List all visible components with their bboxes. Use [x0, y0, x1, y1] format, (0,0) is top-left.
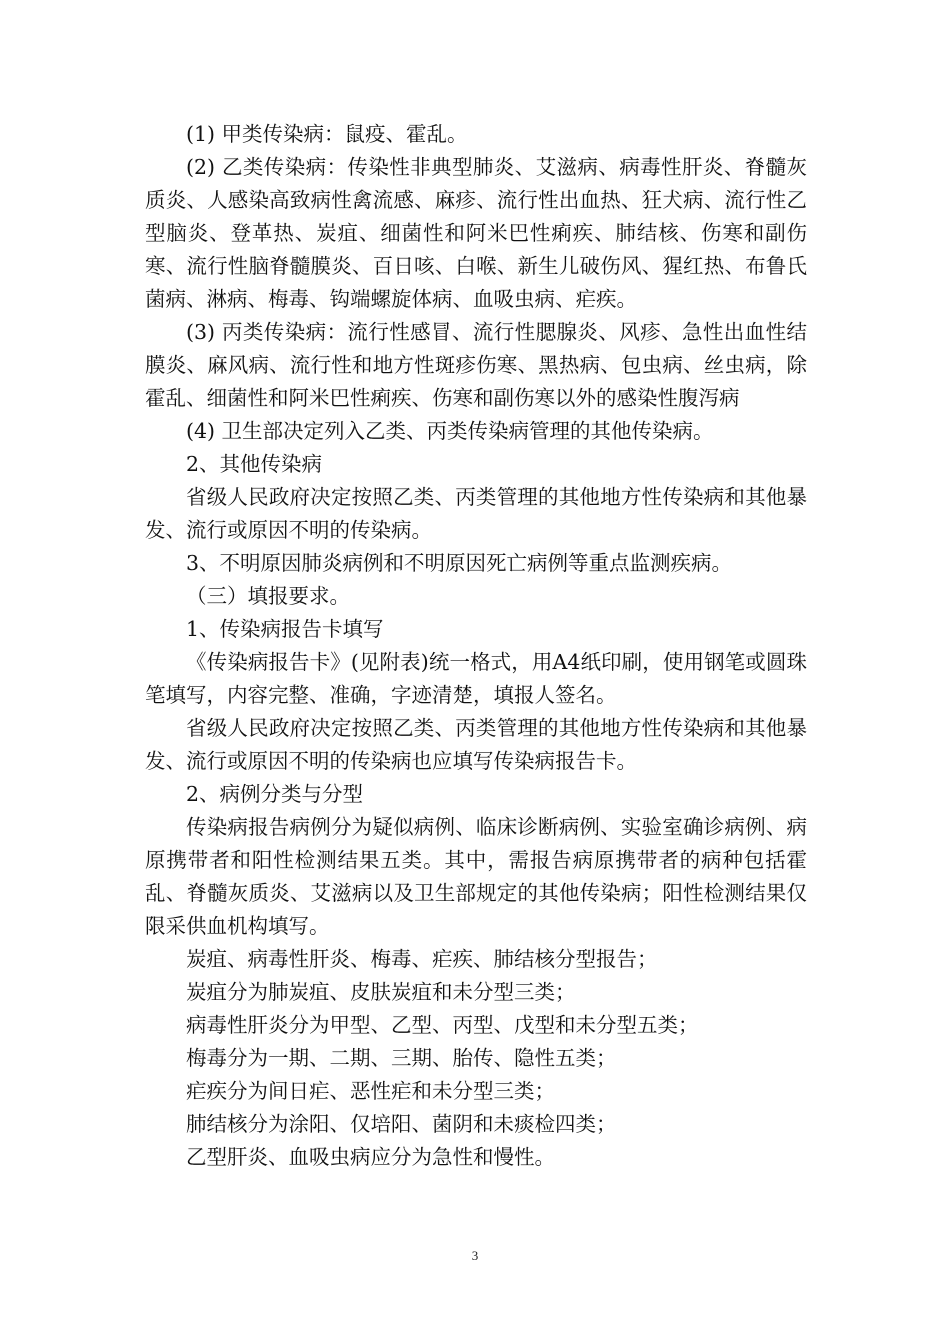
list-item-anthrax: 炭疽分为肺炭疽、皮肤炭疽和未分型三类； — [186, 980, 576, 1004]
paragraph-class-a: (1) 甲类传染病：鼠疫、霍乱。 — [186, 122, 468, 146]
list-item-malaria: 疟疾分为间日疟、恶性疟和未分型三类； — [186, 1079, 555, 1103]
list-item-hepatitis: 病毒性肝炎分为甲型、乙型、丙型、戊型和未分型五类； — [186, 1013, 699, 1037]
list-item-typed-diseases: 炭疽、病毒性肝炎、梅毒、疟疾、肺结核分型报告； — [186, 947, 658, 971]
list-item-tuberculosis: 肺结核分为涂阳、仅培阳、菌阴和未痰检四类； — [186, 1112, 617, 1136]
paragraph-other-managed: (4) 卫生部决定列入乙类、丙类传染病管理的其他传染病。 — [186, 419, 714, 443]
heading-report-card: 1、传染病报告卡填写 — [186, 617, 384, 641]
paragraph-class-b: (2) 乙类传染病：传染性非典型肺炎、艾滋病、病毒性肝炎、脊髓灰质炎、人感染高致病性禽流感、麻疹、流行性出血热、狂犬病、流行性乙型脑炎、登革热、炭疽、细菌性和阿米巴性痢疾、肺结核、伤寒和副伤寒、流行性脑脊髓膜炎、百日咳、白喉、新生儿破伤风、猩红热、布鲁氏菌病、淋病、梅毒、钩端螺旋体病、血吸虫病、疟疾。 — [145, 155, 807, 311]
heading-filing-requirements: （三）填报要求。 — [186, 584, 350, 608]
paragraph-case-categories: 传染病报告病例分为疑似病例、临床诊断病例、实验室确诊病例、病原携带者和阳性检测结果五类。其中，需报告病原携带者的病种包括霍乱、脊髓灰质炎、艾滋病以及卫生部规定的其他传染病；阳性检测结果仅限采供血机构填写。 — [145, 815, 807, 938]
paragraph-provincial-report-card: 省级人民政府决定按照乙类、丙类管理的其他地方性传染病和其他暴发、流行或原因不明的传染病也应填写传染病报告卡。 — [145, 716, 807, 773]
list-item-syphilis: 梅毒分为一期、二期、三期、胎传、隐性五类； — [186, 1046, 617, 1070]
paragraph-report-card-format: 《传染病报告卡》(见附表)统一格式，用A4纸印刷，使用钢笔或圆珠笔填写，内容完整、准确，字迹清楚，填报人签名。 — [145, 650, 807, 707]
list-item-acute-chronic: 乙型肝炎、血吸虫病应分为急性和慢性。 — [186, 1145, 555, 1169]
paragraph-unexplained-pneumonia: 3、不明原因肺炎病例和不明原因死亡病例等重点监测疾病。 — [186, 551, 733, 575]
paragraph-class-c: (3) 丙类传染病：流行性感冒、流行性腮腺炎、风疹、急性出血性结膜炎、麻风病、流行性和地方性斑疹伤寒、黑热病、包虫病、丝虫病，除霍乱、细菌性和阿米巴性痢疾、伤寒和副伤寒以外的感染性腹泻病 — [145, 320, 807, 410]
heading-other-diseases: 2、其他传染病 — [186, 452, 323, 476]
page-number: 3 — [471, 1248, 479, 1263]
heading-case-classification: 2、病例分类与分型 — [186, 782, 364, 806]
paragraph-provincial-diseases: 省级人民政府决定按照乙类、丙类管理的其他地方性传染病和其他暴发、流行或原因不明的传染病。 — [145, 485, 807, 542]
document-page — [145, 118, 807, 1174]
